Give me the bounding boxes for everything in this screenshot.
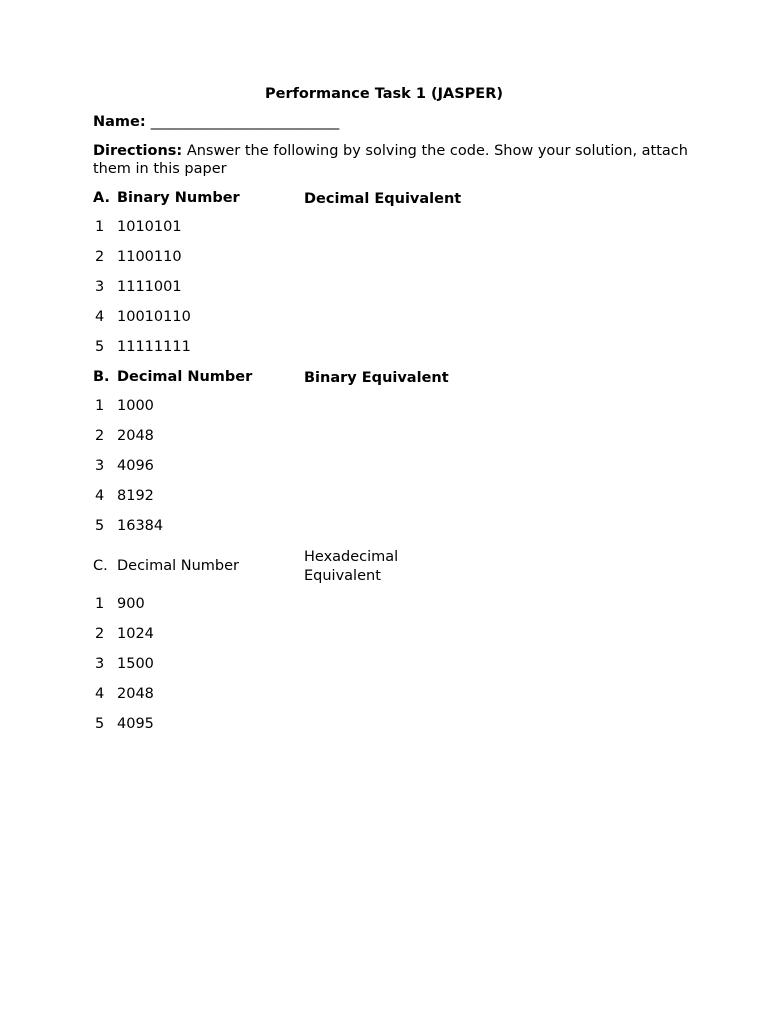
item-value: 10010110 (117, 309, 191, 325)
section-c-header (93, 548, 593, 588)
item-number: 2 (95, 249, 105, 265)
section-col1-header: Decimal Number (117, 369, 253, 385)
item-value: 1100110 (117, 249, 182, 265)
name-blank-line: __________________________ (150, 114, 340, 130)
section-letter: B. (93, 369, 110, 385)
page-title: Performance Task 1 (JASPER) (264, 86, 503, 102)
item-number: 3 (95, 279, 105, 295)
item-number: 2 (95, 626, 105, 642)
directions-text: Answer the following by solving the code. Show your solution, attach them in this paper (93, 143, 688, 177)
item-value: 4096 (117, 458, 154, 474)
section-col2-header: Binary Equivalent (304, 370, 449, 386)
section-col1-header: Decimal Number (117, 558, 239, 574)
item-number: 4 (95, 488, 105, 504)
item-value: 11111111 (117, 339, 191, 355)
item-value: 2048 (117, 428, 154, 444)
section-col2-header: Decimal Equivalent (304, 191, 462, 207)
item-value: 16384 (117, 518, 164, 534)
item-number: 4 (95, 686, 105, 702)
item-value: 1500 (117, 656, 154, 672)
section-col2-header (304, 548, 398, 586)
item-number: 1 (95, 219, 105, 235)
item-value: 1000 (117, 398, 154, 414)
item-value: 4095 (117, 716, 154, 732)
directions (93, 142, 693, 178)
item-number: 5 (95, 518, 105, 534)
section-col1-header: Binary Number (117, 190, 240, 206)
item-number: 1 (95, 596, 105, 612)
section-col2-header-line2: Equivalent (304, 568, 381, 584)
item-number: 3 (95, 656, 105, 672)
item-number: 2 (95, 428, 105, 444)
item-number: 5 (95, 339, 105, 355)
item-value: 1111001 (117, 279, 182, 295)
section-letter: A. (93, 190, 110, 206)
item-value: 8192 (117, 488, 154, 504)
item-number: 5 (95, 716, 105, 732)
item-value: 900 (117, 596, 145, 612)
section-b-header (93, 369, 593, 389)
item-value: 1024 (117, 626, 154, 642)
section-col2-header-line1: Hexadecimal (304, 549, 399, 565)
directions-label: Directions: (93, 143, 183, 159)
item-number: 1 (95, 398, 105, 414)
name-label: Name: (93, 114, 146, 130)
item-number: 3 (95, 458, 105, 474)
section-letter: C. (93, 558, 108, 574)
section-a-header (93, 190, 593, 210)
item-value: 2048 (117, 686, 154, 702)
name-field (93, 114, 339, 130)
item-value: 1010101 (117, 219, 182, 235)
item-number: 4 (95, 309, 105, 325)
